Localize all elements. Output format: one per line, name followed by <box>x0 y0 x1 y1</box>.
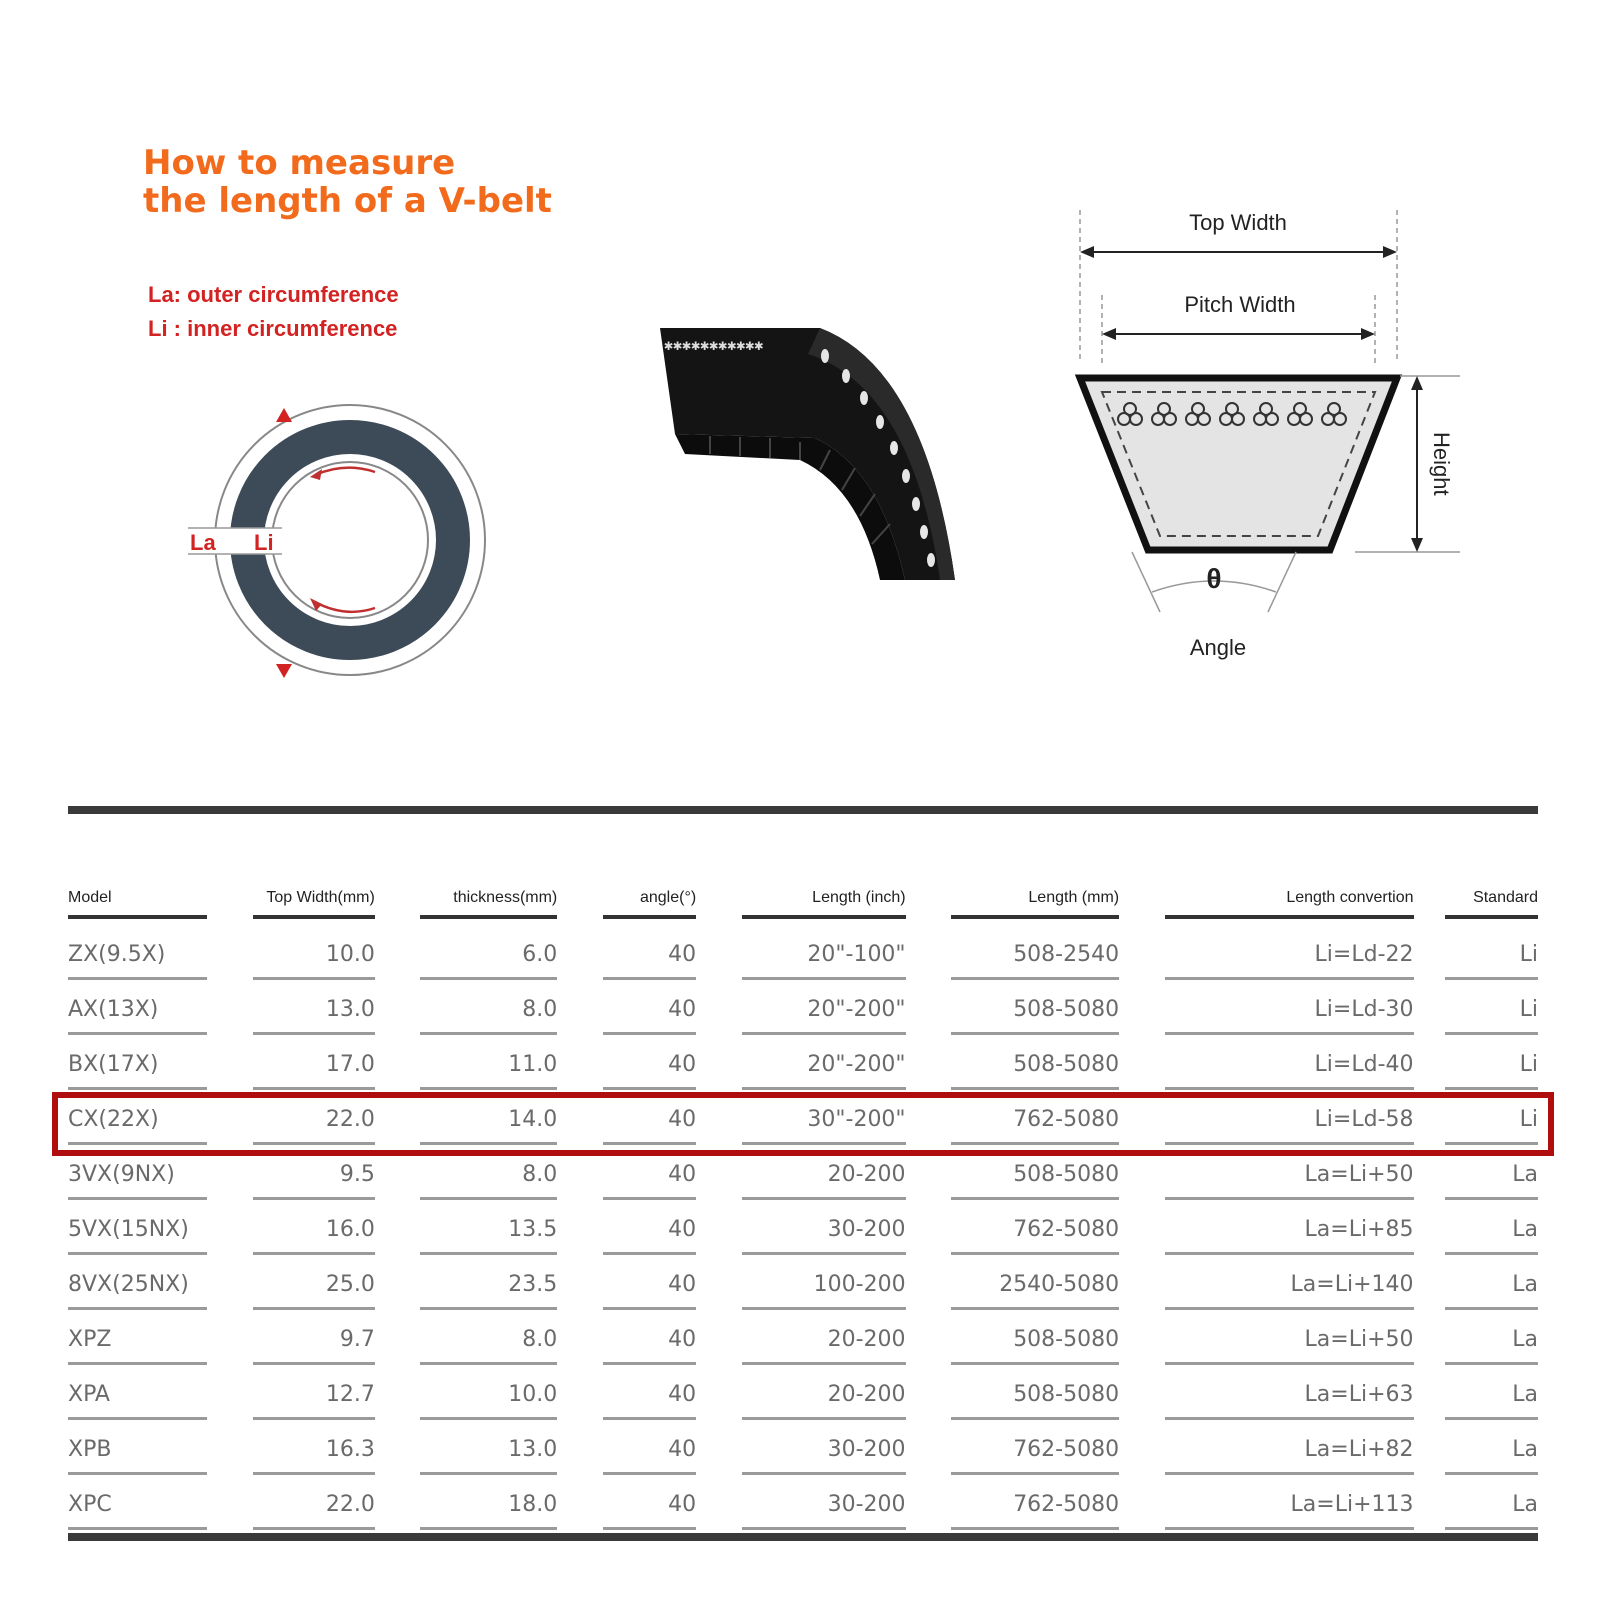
table-gap <box>696 1421 742 1476</box>
table-gap <box>375 1421 421 1476</box>
table-cell: 2540-5080 <box>951 1256 1119 1311</box>
table-gap <box>696 926 742 981</box>
table-cell: 762-5080 <box>951 1091 1119 1146</box>
table-gap <box>1119 1256 1165 1311</box>
table-cell: 762-5080 <box>951 1201 1119 1256</box>
table-gap <box>1414 1201 1445 1256</box>
table-gap <box>1119 1421 1165 1476</box>
angle-label: Angle <box>1189 635 1247 660</box>
table-cell: 5VX(15NX) <box>68 1201 207 1256</box>
header-length-mm: Length (mm) <box>951 876 1119 926</box>
table-gap <box>375 1476 421 1531</box>
table-cell: 40 <box>603 1476 696 1531</box>
table-cell: La <box>1445 1366 1538 1421</box>
table-cell: 20"-200" <box>742 981 906 1036</box>
table-cell: 20-200 <box>742 1366 906 1421</box>
table-cell: 8VX(25NX) <box>68 1256 207 1311</box>
table-row <box>68 926 1538 981</box>
table-gap <box>207 1036 253 1091</box>
table-cell: 9.5 <box>253 1146 375 1201</box>
table-gap <box>696 1036 742 1091</box>
top-width-label: Top Width <box>1189 210 1287 235</box>
pitch-width-arrowhead-left-icon <box>1102 328 1116 340</box>
table-row <box>68 1036 1538 1091</box>
table-cell: 508-2540 <box>951 926 1119 981</box>
table-cell: 10.0 <box>253 926 375 981</box>
table-cell: 508-5080 <box>951 1036 1119 1091</box>
table-bottom-rule <box>68 1533 1538 1541</box>
legend-li: Li : inner circumference <box>148 316 398 341</box>
pitch-width-arrowhead-right-icon <box>1361 328 1375 340</box>
table-row <box>68 981 1538 1036</box>
page-title <box>143 144 552 220</box>
table-cell: La <box>1445 1311 1538 1366</box>
table-gap <box>1414 1311 1445 1366</box>
table-gap <box>906 1476 952 1531</box>
table-cell: 40 <box>603 1256 696 1311</box>
ring-down-arrow-icon <box>276 664 292 678</box>
table-cell: 16.3 <box>253 1421 375 1476</box>
table-cell: La=Li+85 <box>1165 1201 1414 1256</box>
table-cell: La <box>1445 1146 1538 1201</box>
cross-section-diagram <box>1070 200 1490 680</box>
table-gap <box>557 1201 603 1256</box>
table-gap <box>696 1311 742 1366</box>
height-arrowhead-top-icon <box>1411 376 1423 390</box>
v-belt-spec-table <box>68 876 1538 1531</box>
ring-li-label: Li <box>254 530 274 555</box>
top-width-arrowhead-right-icon <box>1383 246 1397 258</box>
table-cell: 14.0 <box>420 1091 557 1146</box>
table-gap <box>557 926 603 981</box>
table-cell: 10.0 <box>420 1366 557 1421</box>
table-cell: 40 <box>603 1311 696 1366</box>
table-cell: 30-200 <box>742 1476 906 1531</box>
legend-la: La: outer circumference <box>148 282 399 307</box>
table-gap <box>207 1201 253 1256</box>
title-line-2: the length of a V-belt <box>143 181 552 221</box>
table-gap <box>906 926 952 981</box>
table-cell: 40 <box>603 1421 696 1476</box>
header-model: Model <box>68 876 207 926</box>
table-cell: 20-200 <box>742 1311 906 1366</box>
table-cell: 508-5080 <box>951 981 1119 1036</box>
table-gap <box>906 1256 952 1311</box>
header-angle: angle(°) <box>603 876 696 926</box>
table-gap <box>557 1476 603 1531</box>
table-gap <box>375 1201 421 1256</box>
table-cell: Li=Ld-58 <box>1165 1091 1414 1146</box>
highlighted-row-box <box>52 1092 1554 1156</box>
table-gap <box>696 1476 742 1531</box>
table-cell: La=Li+113 <box>1165 1476 1414 1531</box>
table-gap <box>1119 1311 1165 1366</box>
table-cell: 40 <box>603 1091 696 1146</box>
table-cell: XPZ <box>68 1311 207 1366</box>
table-cell: 30-200 <box>742 1421 906 1476</box>
table-cell: 22.0 <box>253 1091 375 1146</box>
table-cell: 8.0 <box>420 1146 557 1201</box>
table-cell: 40 <box>603 1036 696 1091</box>
table-gap <box>1119 926 1165 981</box>
table-cell: Li <box>1445 926 1538 981</box>
header-thickness: thickness(mm) <box>420 876 557 926</box>
table-header-row <box>68 876 1538 926</box>
table-gap <box>906 1366 952 1421</box>
table-cell: Li=Ld-30 <box>1165 981 1414 1036</box>
table-cell: 508-5080 <box>951 1146 1119 1201</box>
table-gap <box>1119 1036 1165 1091</box>
table-cell: AX(13X) <box>68 981 207 1036</box>
table-gap <box>207 1476 253 1531</box>
table-cell: Li=Ld-22 <box>1165 926 1414 981</box>
table-gap <box>207 1366 253 1421</box>
table-cell: CX(22X) <box>68 1091 207 1146</box>
table-gap <box>906 1036 952 1091</box>
table-cell: 20-200 <box>742 1146 906 1201</box>
table-cell: 12.7 <box>253 1366 375 1421</box>
table-gap <box>906 1311 952 1366</box>
table-row <box>68 1311 1538 1366</box>
table-gap <box>1414 1366 1445 1421</box>
table-cell: 30"-200" <box>742 1091 906 1146</box>
table-gap <box>906 1201 952 1256</box>
table-cell: La=Li+63 <box>1165 1366 1414 1421</box>
table-cell: La <box>1445 1476 1538 1531</box>
table-cell: 762-5080 <box>951 1476 1119 1531</box>
table-cell: 20"-200" <box>742 1036 906 1091</box>
table-row <box>68 1476 1538 1531</box>
top-width-arrowhead-left-icon <box>1080 246 1094 258</box>
circumference-legend <box>148 278 399 346</box>
header-top-width: Top Width(mm) <box>253 876 375 926</box>
table-gap <box>557 981 603 1036</box>
table-cell: 508-5080 <box>951 1366 1119 1421</box>
table-cell: 11.0 <box>420 1036 557 1091</box>
table-cell: 13.5 <box>420 1201 557 1256</box>
table-cell: XPB <box>68 1421 207 1476</box>
table-cell: La <box>1445 1201 1538 1256</box>
table-gap <box>375 926 421 981</box>
table-cell: La=Li+140 <box>1165 1256 1414 1311</box>
table-cell: Li <box>1445 1091 1538 1146</box>
table-gap <box>207 1256 253 1311</box>
table-cell: XPC <box>68 1476 207 1531</box>
table-cell: La <box>1445 1421 1538 1476</box>
table-cell: 18.0 <box>420 1476 557 1531</box>
table-cell: 6.0 <box>420 926 557 981</box>
table-gap <box>375 1036 421 1091</box>
table-cell: 13.0 <box>420 1421 557 1476</box>
table-gap <box>375 981 421 1036</box>
table-cell: Li <box>1445 981 1538 1036</box>
table-cell: 8.0 <box>420 981 557 1036</box>
table-row <box>68 1201 1538 1256</box>
table-gap <box>375 1311 421 1366</box>
table-gap <box>1414 926 1445 981</box>
ring-inner-outline <box>272 462 428 618</box>
angle-line-right <box>1268 552 1296 612</box>
table-gap <box>1119 1476 1165 1531</box>
table-cell: 40 <box>603 981 696 1036</box>
table-gap <box>696 1201 742 1256</box>
table-gap <box>207 926 253 981</box>
ring-la-label: La <box>190 530 216 555</box>
table-gap <box>557 1311 603 1366</box>
table-cell: 17.0 <box>253 1036 375 1091</box>
table-cell: La <box>1445 1256 1538 1311</box>
table-cell: 8.0 <box>420 1311 557 1366</box>
ring-rotation-arrow-bottom-icon <box>315 602 375 612</box>
belt-ring-diagram <box>170 380 510 700</box>
table-row <box>68 1256 1538 1311</box>
table-gap <box>557 1256 603 1311</box>
ring-up-arrow-icon <box>276 408 292 422</box>
angle-line-left <box>1132 552 1160 612</box>
table-cell: Li=Ld-40 <box>1165 1036 1414 1091</box>
table-gap <box>1414 981 1445 1036</box>
table-gap <box>1414 1476 1445 1531</box>
table-cell: 16.0 <box>253 1201 375 1256</box>
table-cell: 23.5 <box>420 1256 557 1311</box>
table-gap <box>906 981 952 1036</box>
table-cell: 3VX(9NX) <box>68 1146 207 1201</box>
table-gap <box>207 1421 253 1476</box>
table-cell: 30-200 <box>742 1201 906 1256</box>
table-gap <box>1119 981 1165 1036</box>
title-line-1: How to measure <box>143 143 456 183</box>
table-row <box>68 1366 1538 1421</box>
table-top-rule <box>68 806 1538 814</box>
height-arrowhead-bottom-icon <box>1411 538 1423 552</box>
table-cell: Li <box>1445 1036 1538 1091</box>
table-gap <box>1414 1036 1445 1091</box>
table-cell: 13.0 <box>253 981 375 1036</box>
angle-symbol: θ <box>1206 563 1222 594</box>
table-cell: 762-5080 <box>951 1421 1119 1476</box>
table-gap <box>1414 1256 1445 1311</box>
ring-rotation-arrow-top-icon <box>315 468 375 475</box>
table-gap <box>557 1421 603 1476</box>
table-gap <box>1414 1421 1445 1476</box>
table-cell: La=Li+82 <box>1165 1421 1414 1476</box>
table-gap <box>207 981 253 1036</box>
table-gap <box>1119 1201 1165 1256</box>
table-gap <box>906 1421 952 1476</box>
table-cell: 22.0 <box>253 1476 375 1531</box>
table-cell: 100-200 <box>742 1256 906 1311</box>
table-cell: La=Li+50 <box>1165 1146 1414 1201</box>
table-gap <box>696 1256 742 1311</box>
header-length-inch: Length (inch) <box>742 876 906 926</box>
height-label: Height <box>1429 432 1454 496</box>
table-gap <box>696 1366 742 1421</box>
table-cell: 20"-100" <box>742 926 906 981</box>
table-cell: 40 <box>603 1146 696 1201</box>
table-cell: XPA <box>68 1366 207 1421</box>
table-gap <box>375 1366 421 1421</box>
header-standard: Standard <box>1445 876 1538 926</box>
table-cell: 40 <box>603 926 696 981</box>
pitch-width-label: Pitch Width <box>1184 292 1296 317</box>
table-cell: ZX(9.5X) <box>68 926 207 981</box>
table-gap <box>696 981 742 1036</box>
table-gap <box>1119 1366 1165 1421</box>
table-gap <box>557 1036 603 1091</box>
table-cell: 40 <box>603 1366 696 1421</box>
table-cell: 9.7 <box>253 1311 375 1366</box>
table-gap <box>557 1366 603 1421</box>
table-cell: 508-5080 <box>951 1311 1119 1366</box>
table-gap <box>375 1256 421 1311</box>
belt-cord-marks: ✱✱✱✱✱✱✱✱✱✱✱ <box>664 336 764 354</box>
v-belt-illustration <box>650 318 980 598</box>
table-row <box>68 1421 1538 1476</box>
table-cell: La=Li+50 <box>1165 1311 1414 1366</box>
table-cell: 40 <box>603 1201 696 1256</box>
header-length-conversion: Length convertion <box>1165 876 1414 926</box>
table-gap <box>207 1311 253 1366</box>
table-cell: 25.0 <box>253 1256 375 1311</box>
table-cell: BX(17X) <box>68 1036 207 1091</box>
